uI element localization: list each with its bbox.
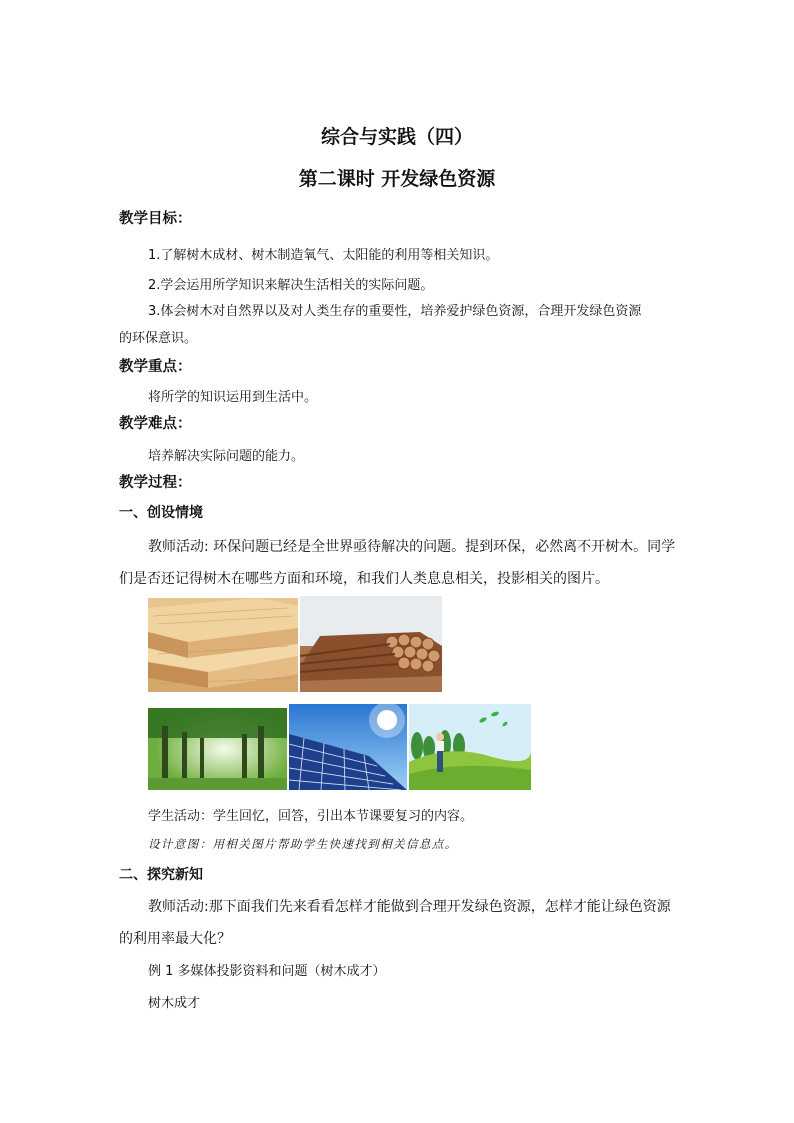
teacher-activity-1-line1: 教师活动: 环保问题已经是全世界亟待解决的问题。提到环保，必然离不开树木。同学 <box>148 539 676 555</box>
lumber-planks-photo <box>148 598 298 692</box>
goal-3-line1: 3.体会树木对自然界以及对人类生存的重要性，培养爱护绿色资源，合理开发绿色资源 <box>148 304 642 319</box>
part2-heading: 二、探究新知 <box>119 867 203 883</box>
goal-3-line2: 的环保意识。 <box>119 331 198 346</box>
example-1-subtitle: 树木成才 <box>148 996 201 1011</box>
difficulty-text: 培养解决实际问题的能力。 <box>148 449 305 464</box>
teacher-activity-2-line2: 的利用率最大化？ <box>119 931 231 947</box>
process-heading: 教学过程： <box>119 475 192 491</box>
part1-heading: 一、创设情境 <box>119 505 203 521</box>
log-pile-photo <box>300 596 442 692</box>
doc-title: 综合与实践（四） <box>320 126 473 148</box>
difficulty-heading: 教学难点： <box>119 416 192 432</box>
goal-2: 2.学会运用所学知识来解决生活相关的实际问题。 <box>148 278 434 293</box>
tree-alley-photo <box>148 708 287 790</box>
solar-panel-photo <box>289 704 407 790</box>
doc-subtitle: 第二课时 开发绿色资源 <box>298 168 496 190</box>
example-1: 例 1 多媒体投影资料和问题（树木成才） <box>148 964 386 979</box>
design-intent-note: 设计意图：用相关图片帮助学生快速找到相关信息点。 <box>148 837 458 851</box>
person-in-meadow-illustration <box>409 704 531 790</box>
goals-heading: 教学目标： <box>119 211 192 227</box>
teacher-activity-1-line2: 们是否还记得树木在哪些方面和环境，和我们人类息息相关，投影相关的图片。 <box>119 571 609 587</box>
goal-1: 1.了解树木成材、树木制造氧气、太阳能的利用等相关知识。 <box>148 248 499 263</box>
key-text: 将所学的知识运用到生活中。 <box>148 390 318 405</box>
student-activity-1: 学生活动：学生回忆，回答，引出本节课要复习的内容。 <box>148 809 474 824</box>
key-heading: 教学重点： <box>119 359 192 375</box>
teacher-activity-2-line1: 教师活动:那下面我们先来看看怎样才能做到合理开发绿色资源，怎样才能让绿色资源 <box>148 899 671 915</box>
